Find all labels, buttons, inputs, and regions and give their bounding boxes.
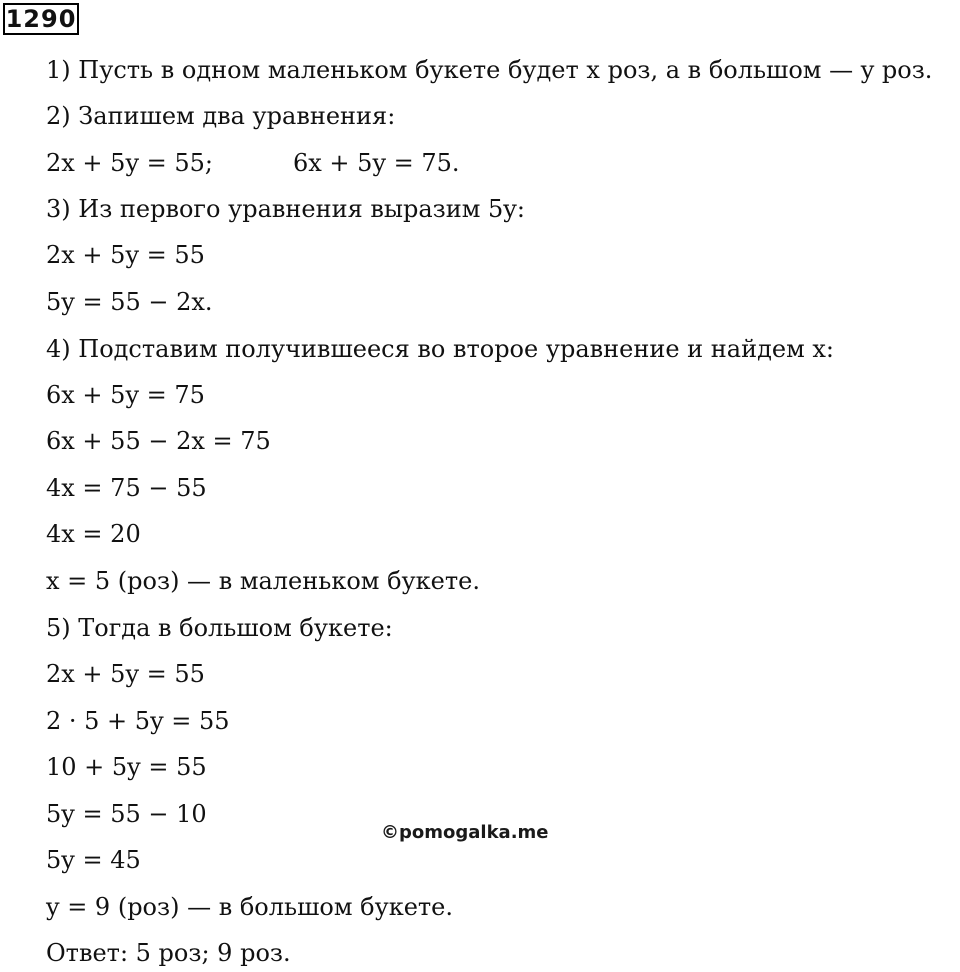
watermark: ©pomogalka.me xyxy=(381,822,549,843)
equation-pair xyxy=(46,148,460,178)
equation-line: 5y = 55 − 10 xyxy=(46,800,207,828)
equation-1: 2x + 5y = 55; xyxy=(46,149,213,177)
equation-line: 5y = 45 xyxy=(46,846,141,874)
answer-line: Ответ: 5 роз; 9 роз. xyxy=(46,939,291,967)
solution-step-4: 4) Подставим получившееся во второе уравнение и найдем x: xyxy=(46,335,834,363)
solution-step-2: 2) Запишем два уравнения: xyxy=(46,102,396,130)
equation-line: 2 · 5 + 5y = 55 xyxy=(46,707,230,735)
equation-line: 4x = 20 xyxy=(46,520,141,548)
equation-line: 10 + 5y = 55 xyxy=(46,753,207,781)
result-line: x = 5 (роз) — в маленьком букете. xyxy=(46,567,480,595)
equation-line: 6x + 5y = 75 xyxy=(46,381,205,409)
equation-line: 2x + 5y = 55 xyxy=(46,241,205,269)
equation-line: 6x + 55 − 2x = 75 xyxy=(46,427,271,455)
problem-number: 1290 xyxy=(3,3,79,35)
equation-line: 2x + 5y = 55 xyxy=(46,660,205,688)
solution-step-1: 1) Пусть в одном маленьком букете будет x роз, а в большом — y роз. xyxy=(46,56,933,84)
equation-2: 6x + 5y = 75. xyxy=(293,149,460,177)
solution-step-5: 5) Тогда в большом букете: xyxy=(46,614,393,642)
equation-line: 5y = 55 − 2x. xyxy=(46,288,213,316)
result-line: y = 9 (роз) — в большом букете. xyxy=(46,893,454,921)
equation-line: 4x = 75 − 55 xyxy=(46,474,207,502)
solution-step-3: 3) Из первого уравнения выразим 5y: xyxy=(46,195,525,223)
